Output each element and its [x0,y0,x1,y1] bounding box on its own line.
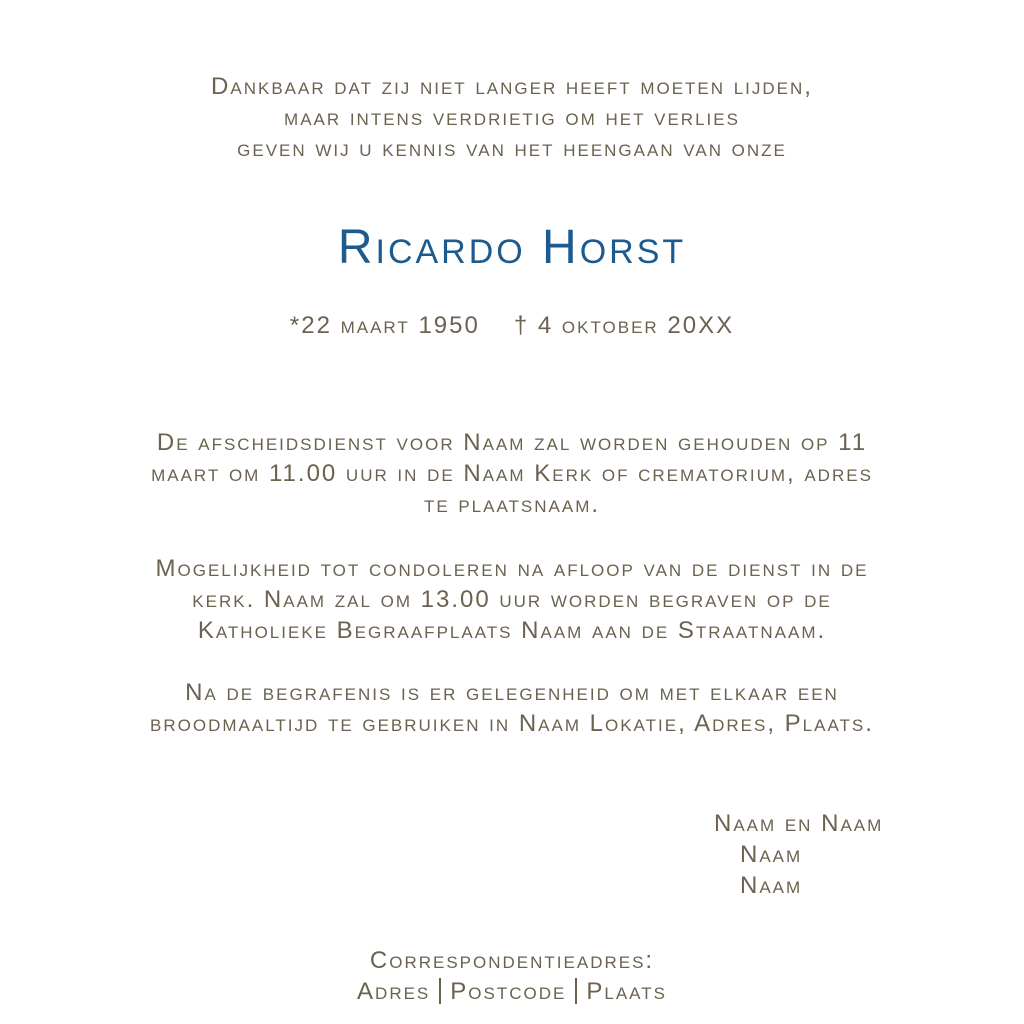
service-line-2: maart om 11.00 uur in de Naam Kerk of crematorium, adres [151,460,873,487]
postcode: Postcode [450,978,567,1005]
address: Adres [357,978,431,1005]
intro-line-2: maar intens verdrietig om het verlies [284,104,740,131]
death-date: † 4 oktober 20XX [513,312,735,339]
service-line-3: te plaatsnaam. [423,491,601,518]
condolence-line-1: Mogelijkheid tot condoleren na afloop van de dienst in de [155,555,869,582]
intro-text [0,71,1024,164]
correspondence-address-line [0,976,1024,1007]
correspondence-label: Correspondentieadres: [369,947,655,974]
condolence-line-2: kerk. Naam zal om 13.00 uur worden begraven op de [192,586,832,613]
intro-line-3: geven wij u kennis van het heengaan van onze [237,135,787,162]
meal-line-1: Na de begrafenis is er gelegenheid om met elkaar een [185,679,839,706]
deceased-name: Ricardo Horst [337,221,687,274]
separator [575,978,577,1004]
life-dates [0,310,1024,341]
intro-line-1: Dankbaar dat zij niet langer heeft moeten lijden, [211,73,813,100]
meal-paragraph [0,677,1024,739]
place: Plaats [586,978,667,1005]
signer-3: Naam [740,872,803,899]
birth-date: *22 maart 1950 [289,312,480,339]
service-paragraph [0,427,1024,520]
signers [714,808,883,901]
condolence-paragraph [0,553,1024,646]
meal-line-2: broodmaaltijd te gebruiken in Naam Lokatie, Adres, Plaats. [150,710,874,737]
signer-1: Naam en Naam [714,810,884,837]
condolence-line-3: Katholieke Begraafplaats Naam aan de Straatnaam. [197,617,827,644]
separator [439,978,441,1004]
signer-2: Naam [740,841,803,868]
correspondence [0,945,1024,1007]
service-line-1: De afscheidsdienst voor Naam zal worden gehouden op 11 [156,429,868,456]
